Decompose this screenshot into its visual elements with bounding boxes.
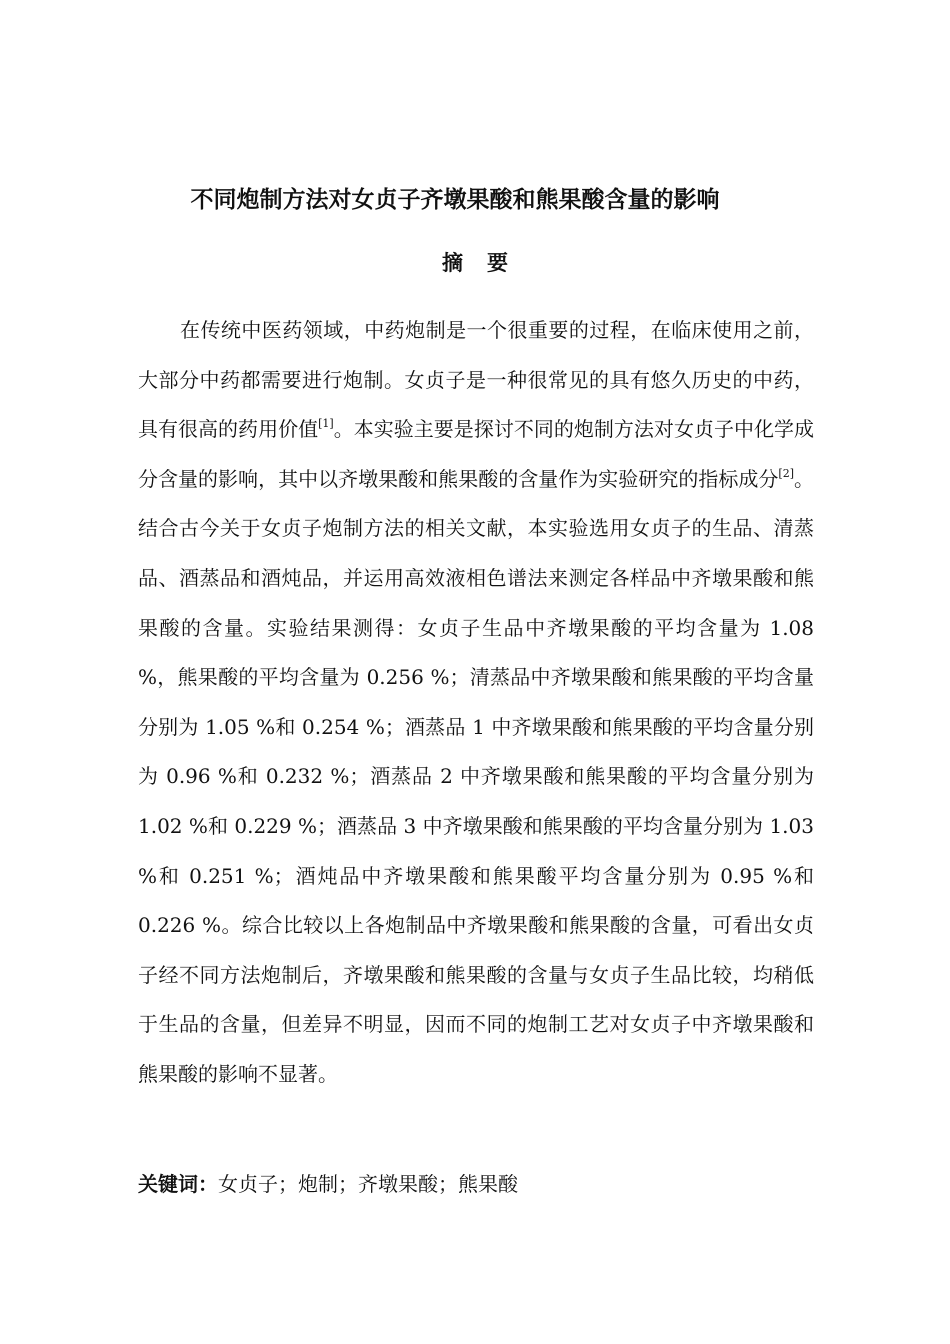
abstract-text-part-1: 在传统中医药领域，中药炮制是一个很重要的过程，在临床使用之前，大部分中药都需要进行炮制。女贞子是一种很常见的具有悠久历史的中药，具有很高的药用价值 — [138, 318, 814, 442]
abstract-body — [138, 306, 814, 1100]
keywords-line — [138, 1168, 814, 1200]
abstract-text-part-2: 。本实验主要是探讨不同的炮制方法对女贞子中化学成分含量的影响，其中以齐墩果酸和熊果酸的含量作为实验研究的指标成分 — [138, 417, 815, 491]
citation-2: [2] — [778, 466, 794, 480]
keywords-text: 女贞子；炮制；齐墩果酸；熊果酸 — [218, 1172, 518, 1196]
abstract-text-part-3: 。结合古今关于女贞子炮制方法的相关文献，本实验选用女贞子的生品、清蒸品、酒蒸品和酒炖品，并运用高效液相色谱法来测定各样品中齐墩果酸和熊果酸的含量。实验结果测得：女贞子生品中齐墩果酸的平均含量为 1.08 %，熊果酸的平均含量为 0.256 %；清蒸品中齐墩果酸和熊果酸的平均含量分别为 1.05 %和 0.254 %；酒蒸品 1 中齐墩果酸和熊果酸的平均含量分别为 0.96 %和 0.232 %；酒蒸品 2 中齐墩果酸和熊果酸的平均含量分别为 1.02 %和 0.229 %；酒蒸品 3 中齐墩果酸和熊果酸的平均含量分别为 1.03 %和 0.251 %；酒炖品中齐墩果酸和熊果酸平均含量分别为 0.95 %和 0.226 %。综合比较以上各炮制品中齐墩果酸和熊果酸的含量，可看出女贞子经不同方法炮制后，齐墩果酸和熊果酸的含量与女贞子生品比较，均稍低于生品的含量，但差异不明显，因而不同的炮制工艺对女贞子中齐墩果酸和熊果酸的影响不显著。 — [138, 466, 815, 1086]
document-title: 不同炮制方法对女贞子齐墩果酸和熊果酸含量的影响 — [190, 187, 720, 213]
keywords-label: 关键词： — [138, 1172, 218, 1196]
abstract-heading: 摘要 — [442, 251, 532, 275]
citation-1: [1] — [318, 417, 334, 431]
